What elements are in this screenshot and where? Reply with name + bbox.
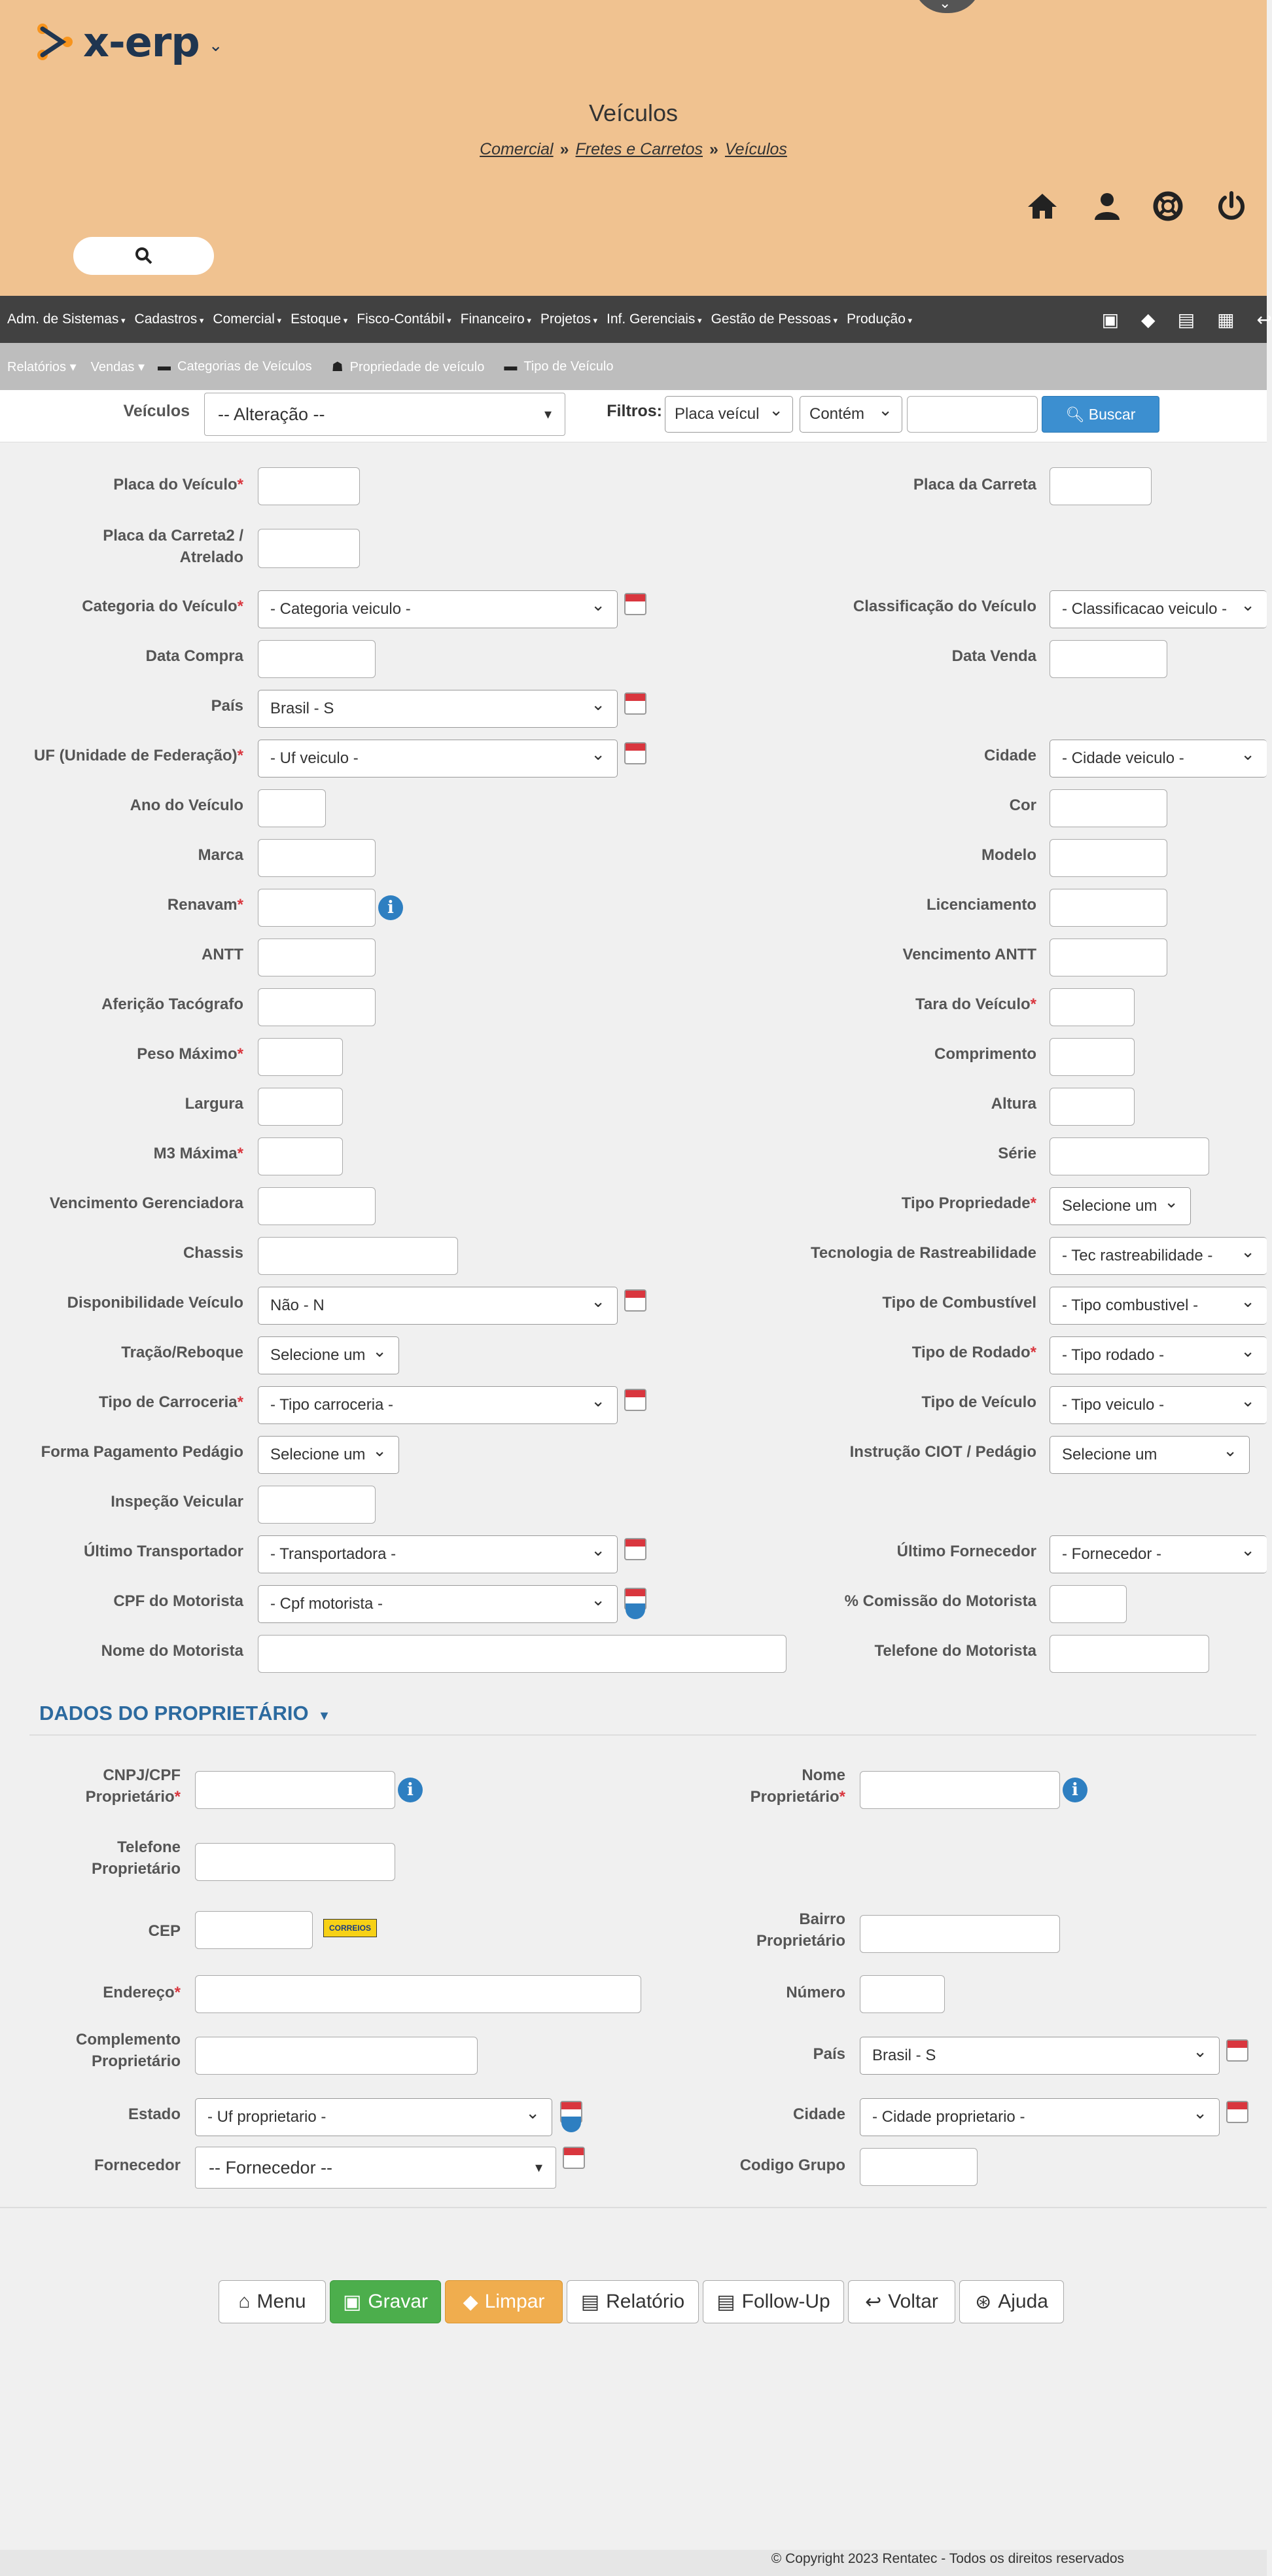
pais-proprietario-select[interactable]: Brasil - S ⌄: [860, 2037, 1220, 2075]
menu-item-financeiro[interactable]: Financeiro ▾: [461, 312, 531, 327]
filter-value-input[interactable]: [907, 396, 1038, 433]
submenu-link-propriedade[interactable]: ☗ Propriedade de veículo: [331, 359, 485, 374]
eraser-icon: ◆: [463, 2291, 478, 2313]
label-modelo: Modelo: [981, 846, 1036, 864]
comprimento-input[interactable]: [1050, 1038, 1135, 1076]
label-ciot: Instrução CIOT / Pedágio: [849, 1443, 1036, 1461]
label-disponibilidade: Disponibilidade Veículo: [67, 1294, 243, 1312]
relatorio-button[interactable]: ▤ Relatório: [567, 2280, 699, 2323]
copyright-text: © Copyright 2023 Rentatec - Todos os direitos reservados: [771, 2551, 1124, 2566]
back-icon: ↩: [865, 2291, 882, 2313]
label-tara: Tara do Veículo*: [915, 995, 1036, 1013]
label-venc-antt: Vencimento ANTT: [902, 946, 1036, 963]
menu-toolbar: [1080, 296, 1272, 343]
menu-item-cadastros[interactable]: Cadastros ▾: [135, 312, 204, 327]
submenu-link-categorias[interactable]: ▬ Categorias de Veículos: [158, 359, 312, 374]
label-combustivel: Tipo de Combustível: [882, 1294, 1036, 1312]
venc-antt-input[interactable]: [1050, 939, 1167, 976]
calendar-icon[interactable]: [1226, 2039, 1248, 2062]
chevron-down-icon: ⌄: [939, 0, 951, 11]
user-icon[interactable]: [1091, 190, 1123, 223]
breadcrumb-link-fretes[interactable]: Fretes e Carretos: [575, 140, 703, 158]
follow-up-icon: ▤: [716, 2291, 735, 2313]
main-menu: [0, 296, 1267, 343]
report-icon[interactable]: ▤: [1177, 309, 1195, 330]
help-icon[interactable]: [1152, 190, 1184, 223]
menu-item-gestao-pessoas[interactable]: Gestão de Pessoas ▾: [711, 312, 838, 327]
ciot-select[interactable]: Selecione um ⌄: [1050, 1436, 1250, 1474]
renavam-input[interactable]: [258, 889, 376, 927]
label-complemento: Complemento Proprietário: [75, 2031, 181, 2070]
eraser-icon[interactable]: ◆: [1141, 309, 1156, 330]
tecnologia-select[interactable]: - Tec rastreabilidade - ⌄: [1050, 1237, 1267, 1275]
label-classificacao: Classificação do Veículo: [853, 598, 1036, 615]
user-group-icon: ☗: [331, 359, 344, 374]
power-icon[interactable]: [1215, 190, 1248, 223]
search-button[interactable]: [73, 237, 214, 275]
carroceria-select[interactable]: - Tipo carroceria - ⌄: [258, 1386, 618, 1424]
label-peso-max: Peso Máximo*: [137, 1045, 243, 1063]
rodado-select[interactable]: - Tipo rodado - ⌄: [1050, 1336, 1267, 1374]
section-title-proprietario[interactable]: DADOS DO PROPRIETÁRIO ▼: [39, 1702, 331, 1725]
report-icon: ▤: [580, 2291, 600, 2313]
calendar-icon[interactable]: [624, 692, 646, 715]
menu-item-inf-gerenciais[interactable]: Inf. Gerenciais ▾: [607, 312, 702, 327]
submenu-vendas[interactable]: Vendas ▾: [90, 359, 145, 374]
modelo-input[interactable]: [1050, 839, 1167, 877]
label-pais-proprietario: País: [813, 2045, 845, 2063]
calendar-icon[interactable]: [563, 2147, 585, 2169]
label-comissao: % Comissão do Motorista: [844, 1592, 1036, 1610]
sub-menu: [0, 343, 1267, 390]
menu-item-projetos[interactable]: Projetos ▾: [540, 312, 597, 327]
label-cidade: Cidade: [983, 747, 1036, 764]
grid-icon[interactable]: ▦: [1217, 309, 1235, 330]
menu-item-comercial[interactable]: Comercial ▾: [213, 312, 281, 327]
cidade-select[interactable]: - Cidade veiculo - ⌄: [1050, 740, 1267, 778]
chevron-down-icon[interactable]: [561, 2117, 581, 2132]
peso-max-input[interactable]: [258, 1038, 343, 1076]
largura-input[interactable]: [258, 1088, 343, 1126]
menu-item-estoque[interactable]: Estoque ▾: [291, 312, 347, 327]
ajuda-button[interactable]: ⊛ Ajuda: [959, 2280, 1064, 2323]
label-nome-motorista: Nome do Motorista: [101, 1642, 243, 1660]
label-placa-carreta: Placa da Carreta: [913, 476, 1036, 493]
help-icon: ⊛: [975, 2291, 992, 2313]
numero-input[interactable]: [860, 1975, 945, 2013]
save-icon: ▣: [342, 2291, 362, 2313]
fornecedor-select[interactable]: -- Fornecedor -- ▾: [195, 2147, 556, 2189]
label-marca: Marca: [198, 846, 243, 864]
menu-item-fisco[interactable]: Fisco-Contábil ▾: [357, 312, 451, 327]
placa-veiculo-input[interactable]: [258, 467, 360, 505]
label-tecnologia: Tecnologia de Rastreabilidade: [811, 1244, 1036, 1262]
submenu-relatorios[interactable]: Relatórios ▾: [7, 359, 77, 374]
truck-icon: ▬: [158, 359, 171, 374]
label-antt: ANTT: [202, 946, 243, 963]
label-chassis: Chassis: [183, 1244, 243, 1262]
section-divider: [29, 1734, 1256, 1736]
label-codigo-grupo: Codigo Grupo: [739, 2156, 845, 2174]
info-icon[interactable]: i: [378, 895, 403, 920]
search-submit-button[interactable]: 🔍︎ Buscar: [1042, 396, 1159, 433]
cnpj-proprietario-input[interactable]: [195, 1771, 395, 1809]
tipo-propriedade-select[interactable]: Selecione um ⌄: [1050, 1187, 1191, 1225]
label-tipo-veiculo: Tipo de Veículo: [921, 1393, 1036, 1411]
calendar-icon[interactable]: [624, 1289, 646, 1312]
gravar-button[interactable]: ▣ Gravar: [330, 2280, 441, 2323]
cep-input[interactable]: [195, 1911, 313, 1949]
tel-motorista-input[interactable]: [1050, 1635, 1209, 1673]
logo-mark-icon: [36, 22, 75, 62]
uf-select[interactable]: - Uf veiculo - ⌄: [258, 740, 618, 778]
data-venda-input[interactable]: [1050, 640, 1167, 678]
label-placa-carreta2: Placa da Carreta2 / Atrelado: [103, 527, 243, 566]
fornecedor-ult-select[interactable]: - Fornecedor - ⌄: [1050, 1535, 1267, 1573]
pais-select[interactable]: Brasil - S ⌄: [258, 690, 618, 728]
mode-select[interactable]: -- Alteração -- ▾: [204, 393, 565, 436]
label-tel-motorista: Telefone do Motorista: [874, 1642, 1036, 1660]
label-numero: Número: [786, 1984, 845, 2001]
limpar-button[interactable]: ◆ Limpar: [445, 2280, 563, 2323]
chevron-down-icon[interactable]: [626, 1603, 645, 1619]
marca-input[interactable]: [258, 839, 376, 877]
label-endereco: Endereço*: [103, 1984, 181, 2001]
double-chevron-icon: »: [709, 140, 718, 158]
correios-lookup-button[interactable]: CORREIOS: [323, 1919, 377, 1937]
label-bairro-proprietario: Bairro Proprietário: [756, 1910, 845, 1950]
save-icon[interactable]: ▣: [1101, 309, 1120, 330]
home-icon: ⌂: [238, 2291, 251, 2312]
serie-input[interactable]: [1050, 1137, 1209, 1175]
submenu-link-tipo[interactable]: ▬ Tipo de Veículo: [504, 359, 614, 374]
estado-select[interactable]: - Uf proprietario - ⌄: [195, 2098, 552, 2136]
label-cep: CEP: [148, 1922, 181, 1940]
chevron-down-icon[interactable]: ⌄: [208, 35, 223, 55]
classificacao-select[interactable]: - Classificacao veiculo - ⌄: [1050, 590, 1267, 628]
label-cpf-motorista: CPF do Motorista: [113, 1592, 243, 1610]
calendar-icon[interactable]: [624, 1389, 646, 1411]
altura-input[interactable]: [1050, 1088, 1135, 1126]
label-m3: M3 Máxima*: [153, 1145, 243, 1162]
antt-input[interactable]: [258, 939, 376, 976]
label-altura: Altura: [991, 1095, 1036, 1113]
label-fornecedor-ult: Último Fornecedor: [896, 1543, 1036, 1560]
label-cidade-proprietario: Cidade: [792, 2105, 845, 2123]
combustivel-select[interactable]: - Tipo combustivel - ⌄: [1050, 1287, 1267, 1325]
truck-icon: ▬: [504, 359, 518, 374]
cor-input[interactable]: [1050, 789, 1167, 827]
filter-field-select[interactable]: Placa veícul ⌄: [665, 396, 793, 433]
label-pais: País: [211, 697, 243, 715]
label-cor: Cor: [1009, 796, 1036, 814]
tipo-veiculo-select[interactable]: - Tipo veiculo - ⌄: [1050, 1386, 1267, 1424]
tracao-select[interactable]: Selecione um ⌄: [258, 1336, 399, 1374]
label-nome-proprietario: Nome Proprietário*: [750, 1766, 845, 1806]
licenciamento-input[interactable]: [1050, 889, 1167, 927]
info-icon[interactable]: i: [398, 1778, 423, 1802]
label-tipo-propriedade: Tipo Propriedade*: [901, 1194, 1036, 1212]
filter-operator-select[interactable]: Contém ⌄: [800, 396, 902, 433]
double-chevron-icon: »: [559, 140, 569, 158]
label-serie: Série: [998, 1145, 1036, 1162]
label-placa-veiculo: Placa do Veículo*: [113, 476, 243, 493]
label-largura: Largura: [185, 1095, 243, 1113]
label-renavam: Renavam*: [167, 896, 243, 914]
label-pagamento: Forma Pagamento Pedágio: [41, 1443, 243, 1461]
label-inspecao: Inspeção Veicular: [111, 1493, 243, 1511]
home-icon[interactable]: [1026, 190, 1059, 223]
menu-button[interactable]: ⌂ Menu: [219, 2280, 326, 2323]
cpf-motorista-select[interactable]: - Cpf motorista - ⌄: [258, 1585, 618, 1623]
bairro-proprietario-input[interactable]: [860, 1915, 1060, 1953]
form-divider: [0, 2207, 1267, 2208]
complemento-input[interactable]: [195, 2037, 478, 2075]
breadcrumb: [0, 140, 1267, 159]
label-transportador: Último Transportador: [83, 1543, 243, 1560]
voltar-button[interactable]: ↩ Voltar: [848, 2280, 955, 2323]
label-data-compra: Data Compra: [145, 647, 243, 665]
venc-gerenciadora-input[interactable]: [258, 1187, 376, 1225]
label-estado: Estado: [128, 2105, 181, 2123]
telefone-proprietario-input[interactable]: [195, 1843, 395, 1881]
label-tracao: Tração/Reboque: [121, 1344, 243, 1361]
calendar-icon[interactable]: [624, 593, 646, 615]
breadcrumb-link-veiculos[interactable]: Veículos: [724, 140, 787, 158]
nome-motorista-input[interactable]: [258, 1635, 786, 1673]
info-icon[interactable]: i: [1063, 1778, 1087, 1802]
categoria-select[interactable]: - Categoria veiculo - ⌄: [258, 590, 618, 628]
data-compra-input[interactable]: [258, 640, 376, 678]
label-rodado: Tipo de Rodado*: [911, 1344, 1036, 1361]
chassis-input[interactable]: [258, 1237, 458, 1275]
menu-item-producao[interactable]: Produção ▾: [847, 312, 912, 327]
inspecao-input[interactable]: [258, 1486, 376, 1524]
comissao-input[interactable]: [1050, 1585, 1127, 1623]
label-cnpj-proprietario: CNPJ/CPF Proprietário*: [85, 1766, 181, 1806]
label-telefone-proprietario: Telefone Proprietário: [91, 1838, 181, 1878]
label-categoria: Categoria do Veículo*: [82, 598, 243, 615]
placa-carreta2-input[interactable]: [258, 529, 360, 568]
ano-input[interactable]: [258, 789, 326, 827]
filters-label: Filtros:: [607, 402, 662, 420]
logo[interactable]: [36, 18, 223, 65]
page-title: Veículos: [588, 99, 679, 126]
label-uf: UF (Unidade de Federação)*: [33, 747, 243, 764]
label-ano: Ano do Veículo: [130, 796, 243, 814]
label-data-venda: Data Venda: [951, 647, 1036, 665]
label-venc-gerenciadora: Vencimento Gerenciadora: [49, 1194, 243, 1212]
logo-text: x-erp: [83, 18, 200, 66]
pagamento-select[interactable]: Selecione um ⌄: [258, 1436, 399, 1474]
calendar-icon[interactable]: [624, 742, 646, 764]
search-icon: 🔍︎: [1065, 405, 1085, 423]
calendar-icon[interactable]: [1226, 2101, 1248, 2123]
tara-input[interactable]: [1050, 988, 1135, 1026]
label-comprimento: Comprimento: [934, 1045, 1036, 1063]
menu-item-adm[interactable]: Adm. de Sistemas ▾: [7, 312, 126, 327]
transportador-select[interactable]: - Transportadora - ⌄: [258, 1535, 618, 1573]
placa-carreta-input[interactable]: [1050, 467, 1152, 505]
endereco-input[interactable]: [195, 1975, 641, 2013]
cidade-proprietario-select[interactable]: - Cidade proprietario - ⌄: [860, 2098, 1220, 2136]
label-carroceria: Tipo de Carroceria*: [99, 1393, 243, 1411]
breadcrumb-link-comercial[interactable]: Comercial: [480, 140, 554, 158]
form-label: Veículos: [123, 402, 190, 420]
calendar-icon[interactable]: [624, 1538, 646, 1560]
search-icon: [135, 247, 153, 265]
afericao-input[interactable]: [258, 988, 376, 1026]
codigo-grupo-input[interactable]: [860, 2148, 978, 2186]
follow-up-button[interactable]: ▤ Follow-Up: [703, 2280, 844, 2323]
nome-proprietario-input[interactable]: [860, 1771, 1060, 1809]
label-afericao: Aferição Tacógrafo: [101, 995, 243, 1013]
label-licenciamento: Licenciamento: [926, 896, 1036, 914]
disponibilidade-select[interactable]: Não - N ⌄: [258, 1287, 618, 1325]
m3-input[interactable]: [258, 1137, 343, 1175]
label-fornecedor: Fornecedor: [94, 2156, 181, 2174]
back-icon[interactable]: ↩: [1256, 309, 1272, 330]
